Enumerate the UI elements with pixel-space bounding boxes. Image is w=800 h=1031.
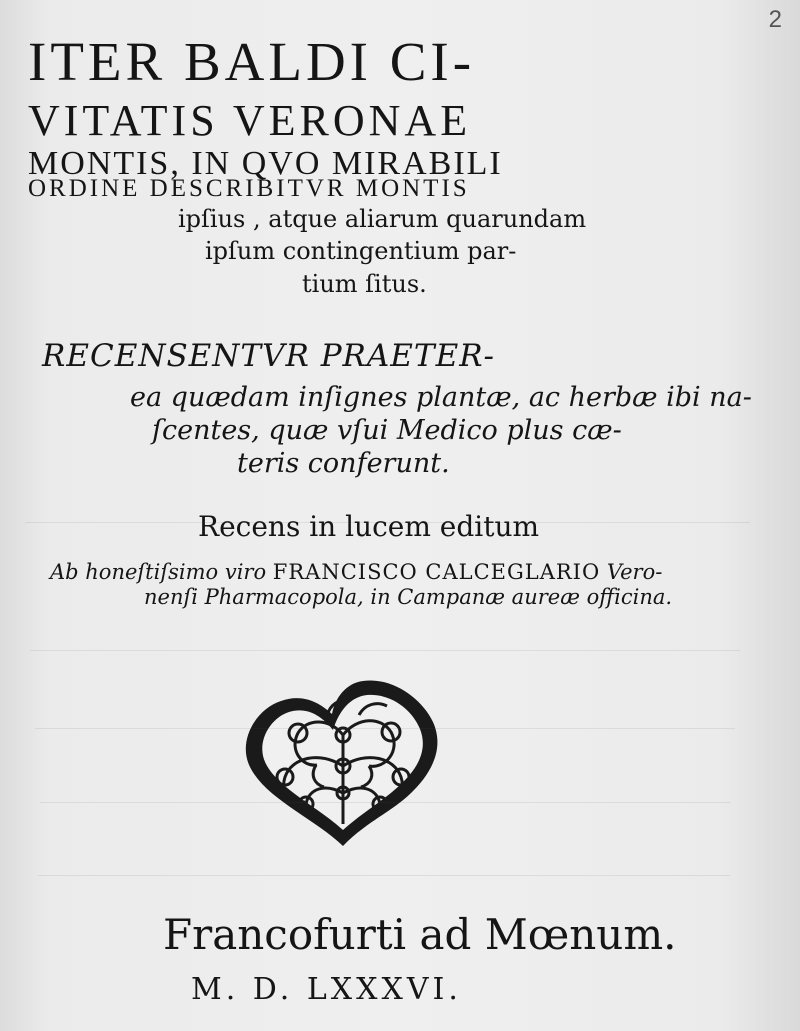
paper-texture-line xyxy=(25,522,750,523)
edition-line: Recens in lucem editum xyxy=(198,510,540,543)
author-name: FRANCISCO CALCEGLARIO xyxy=(272,560,601,584)
title-line-1: ITER BALDI CI- xyxy=(28,31,476,92)
publication-year: M. D. LXXXVI. xyxy=(191,972,462,1007)
author-line-1 xyxy=(50,560,662,584)
title-line-2: VITATIS VERONAE xyxy=(28,96,472,145)
paper-texture-line xyxy=(30,650,740,651)
paper-texture-line xyxy=(40,802,730,803)
author-line-2: nenſi Pharmacopola, in Campanæ aureæ officina. xyxy=(144,585,673,609)
title-line-7: tium ſitus. xyxy=(302,270,427,298)
author-prefix: Ab honeſtiſsimo viro xyxy=(50,560,267,584)
title-line-6: ipſum contingentium par- xyxy=(205,237,517,265)
publication-place: Francofurti ad Mœnum. xyxy=(163,910,677,959)
title-line-4: ORDINE DESCRIBITVR MONTIS xyxy=(28,175,470,202)
italic-line-2: ea quædam inſignes plantæ, ac herbæ ibi na- xyxy=(130,382,752,413)
paper-texture-line xyxy=(38,875,730,876)
title-line-5: ipſius , atque aliarum quarundam xyxy=(178,205,587,233)
italic-line-1: RECENSENTVR PRAETER- xyxy=(42,338,496,374)
italic-line-3: ſcentes, quæ vſui Medico plus cæ- xyxy=(152,415,622,446)
page-number: 2 xyxy=(768,6,782,33)
title-line-3: MONTIS, IN QVO MIRABILI xyxy=(28,145,503,182)
italic-line-4: teris conferunt. xyxy=(237,448,450,479)
paper-texture-line xyxy=(35,728,735,729)
author-suffix: Vero- xyxy=(606,560,663,584)
ornament-heart-icon xyxy=(240,673,446,853)
